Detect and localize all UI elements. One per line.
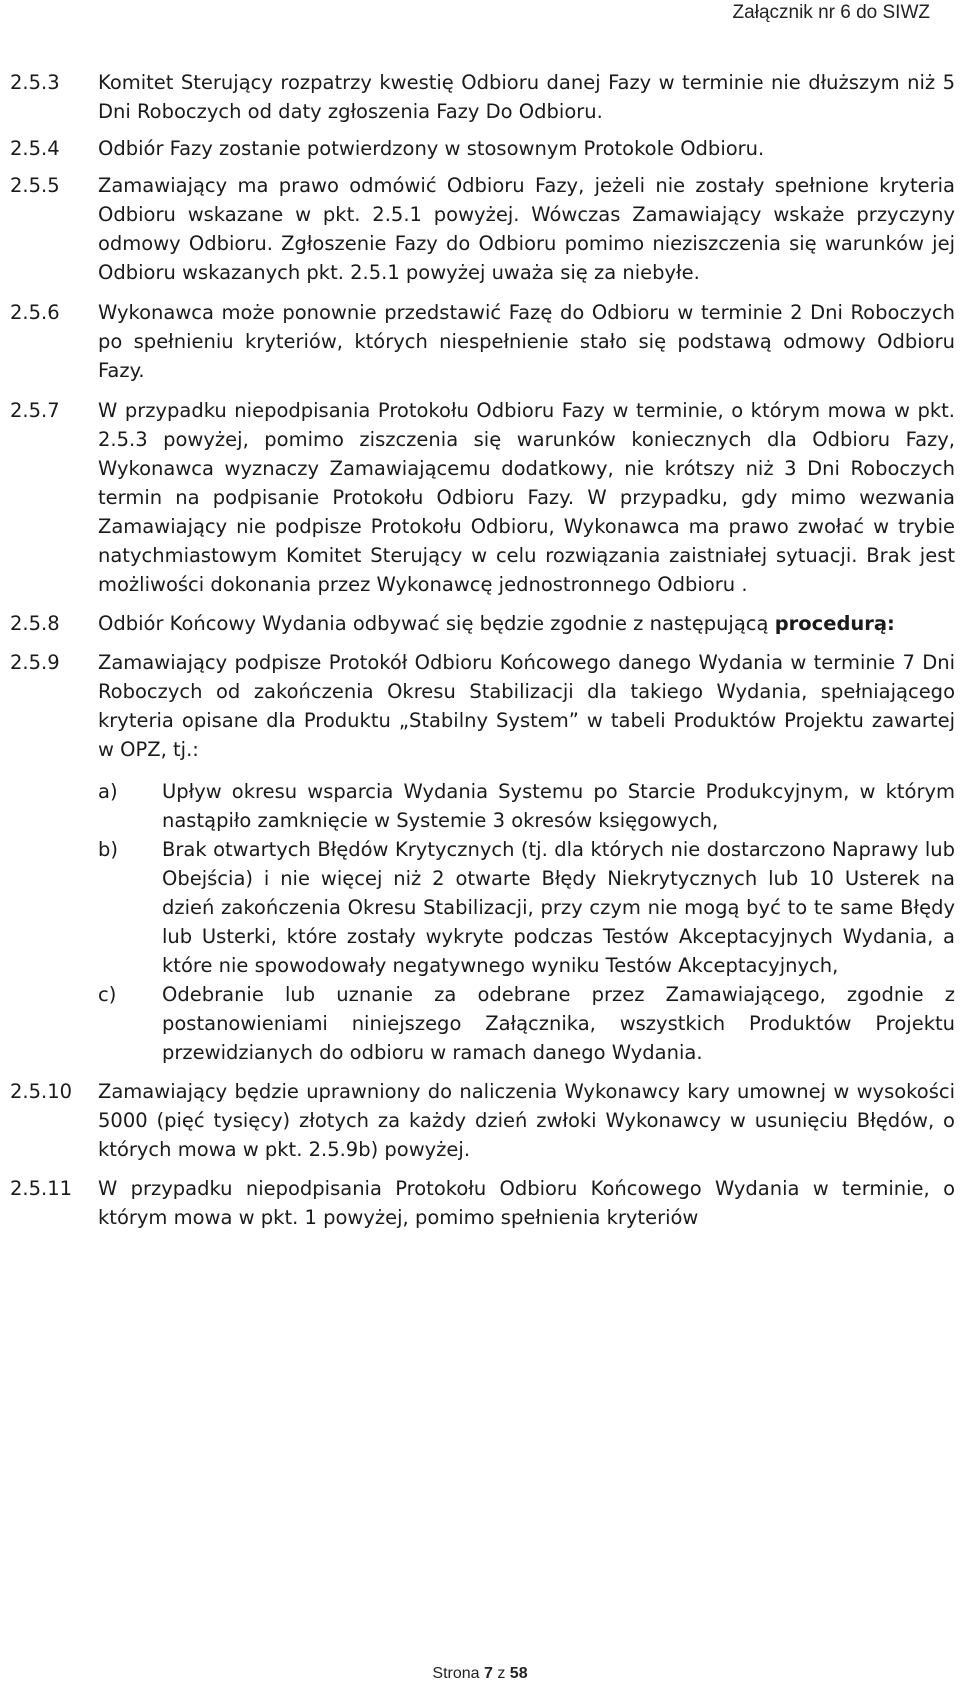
clause-text: Zamawiający ma prawo odmówić Odbioru Fazy, jeżeli nie zostały spełnione kryteria Odbioru wskazane w pkt. 2.5.1 powyżej. Wówczas Zamawiający wskaże przyczyny odmowy Odbioru. Zgłoszenie Fazy do Odbioru pomimo nieziszczenia się warunków jej Odbioru wskazanych pkt. 2.5.1 powyżej uważa się za niebyłe. <box>98 174 955 284</box>
footer-page-number: 7 <box>483 1665 493 1682</box>
clause <box>10 1174 955 1232</box>
sub-item-text: Brak otwartych Błędów Krytycznych (tj. dla których nie dostarczono Naprawy lub Obejścia) i nie więcej niż 2 otwarte Błędy Niekrytycznych lub 10 Usterek na dzień zakończenia Okresu Stabilizacji, przy czym nie mogą być to te same Błędy lub Usterki, które zostały wykryte podczas Testów Akceptacyjnych Wydania, a które nie spowodowały negatywnego wyniku Testów Akceptacyjnych, <box>162 838 955 977</box>
clause-text: Zamawiający podpisze Protokół Odbioru Końcowego danego Wydania w terminie 7 Dni Roboczych od zakończenia Okresu Stabilizacji dla takiego Wydania, spełniającego kryteria opisane dla Produktu „Stabilny System” w tabeli Produktów Projektu zawartej w OPZ, tj.: <box>98 651 955 761</box>
sub-item <box>98 777 955 835</box>
clause-text: Wykonawca może ponownie przedstawić Fazę do Odbioru w terminie 2 Dni Roboczych po spełnieniu kryteriów, których niespełnienie stało się podstawą odmowy Odbioru Fazy. <box>98 301 955 382</box>
footer-prefix: Strona <box>432 1665 480 1682</box>
document-body <box>10 68 955 1232</box>
footer-separator: z <box>497 1665 506 1682</box>
clause-number: 2.5.7 <box>10 399 60 422</box>
clause <box>10 648 955 1067</box>
page-footer <box>0 1665 960 1683</box>
clause-number: 2.5.8 <box>10 612 60 635</box>
sub-list <box>98 777 955 1067</box>
sub-item-label: a) <box>98 780 118 803</box>
clause <box>10 396 955 599</box>
clause-number: 2.5.10 <box>10 1080 73 1103</box>
page-header: Załącznik nr 6 do SIWZ <box>732 2 930 23</box>
clause-text <box>98 609 955 638</box>
clause-number: 2.5.6 <box>10 301 60 324</box>
sub-item-label: c) <box>98 983 117 1006</box>
clause-number: 2.5.9 <box>10 651 60 674</box>
sub-item-text: Odebranie lub uznanie za odebrane przez Zamawiającego, zgodnie z postanowieniami niniejszego Załącznika, wszystkich Produktów Projektu przewidzianych do odbioru w ramach danego Wydania. <box>162 983 955 1064</box>
sub-item-text: Upływ okresu wsparcia Wydania Systemu po Starcie Produkcyjnym, w którym nastąpiło zamknięcie w Systemie 3 okresów księgowych, <box>162 780 955 832</box>
clause-text: Zamawiający będzie uprawniony do naliczenia Wykonawcy kary umownej w wysokości 5000 (pięć tysięcy) złotych za każdy dzień zwłoki Wykonawcy w usunięciu Błędów, o których mowa w pkt. 2.5.9b) powyżej. <box>98 1080 955 1161</box>
sub-item <box>98 835 955 980</box>
clause <box>10 609 955 638</box>
sub-item <box>98 980 955 1067</box>
clause <box>10 68 955 126</box>
clause-text: W przypadku niepodpisania Protokołu Odbioru Końcowego Wydania w terminie, o którym mowa w pkt. 1 powyżej, pomimo spełnienia kryteriów <box>98 1177 955 1229</box>
clause-text-main: Odbiór Końcowy Wydania odbywać się będzie zgodnie z następującą <box>98 612 769 635</box>
clause-text: Odbiór Fazy zostanie potwierdzony w stosownym Protokole Odbioru. <box>98 137 765 160</box>
clause-number: 2.5.11 <box>10 1177 73 1200</box>
clause-text: Komitet Sterujący rozpatrzy kwestię Odbioru danej Fazy w terminie nie dłuższym niż 5 Dni Roboczych od daty zgłoszenia Fazy Do Odbioru. <box>98 71 955 123</box>
clause-body <box>98 648 955 1067</box>
sub-item-label: b) <box>98 838 118 861</box>
clause-number: 2.5.5 <box>10 174 60 197</box>
clause-number: 2.5.3 <box>10 71 60 94</box>
clause-text-bold: procedurą: <box>774 612 895 635</box>
clause <box>10 298 955 385</box>
clause-number: 2.5.4 <box>10 137 60 160</box>
clause <box>10 171 955 287</box>
footer-page-total: 58 <box>509 1665 528 1682</box>
clause <box>10 134 955 163</box>
clause <box>10 1077 955 1164</box>
clause-text: W przypadku niepodpisania Protokołu Odbioru Fazy w terminie, o którym mowa w pkt. 2.5.3 powyżej, pomimo ziszczenia się warunków koniecznych dla Odbioru Fazy, Wykonawca wyznaczy Zamawiającemu dodatkowy, nie krótszy niż 3 Dni Roboczych termin na podpisanie Protokołu Odbioru Fazy. W przypadku, gdy mimo wezwania Zamawiający nie podpisze Protokołu Odbioru, Wykonawca ma prawo zwołać w trybie natychmiastowym Komitet Sterujący w celu rozwiązania zaistniałej sytuacji. Brak jest możliwości dokonania przez Wykonawcę jednostronnego Odbioru . <box>98 399 955 596</box>
